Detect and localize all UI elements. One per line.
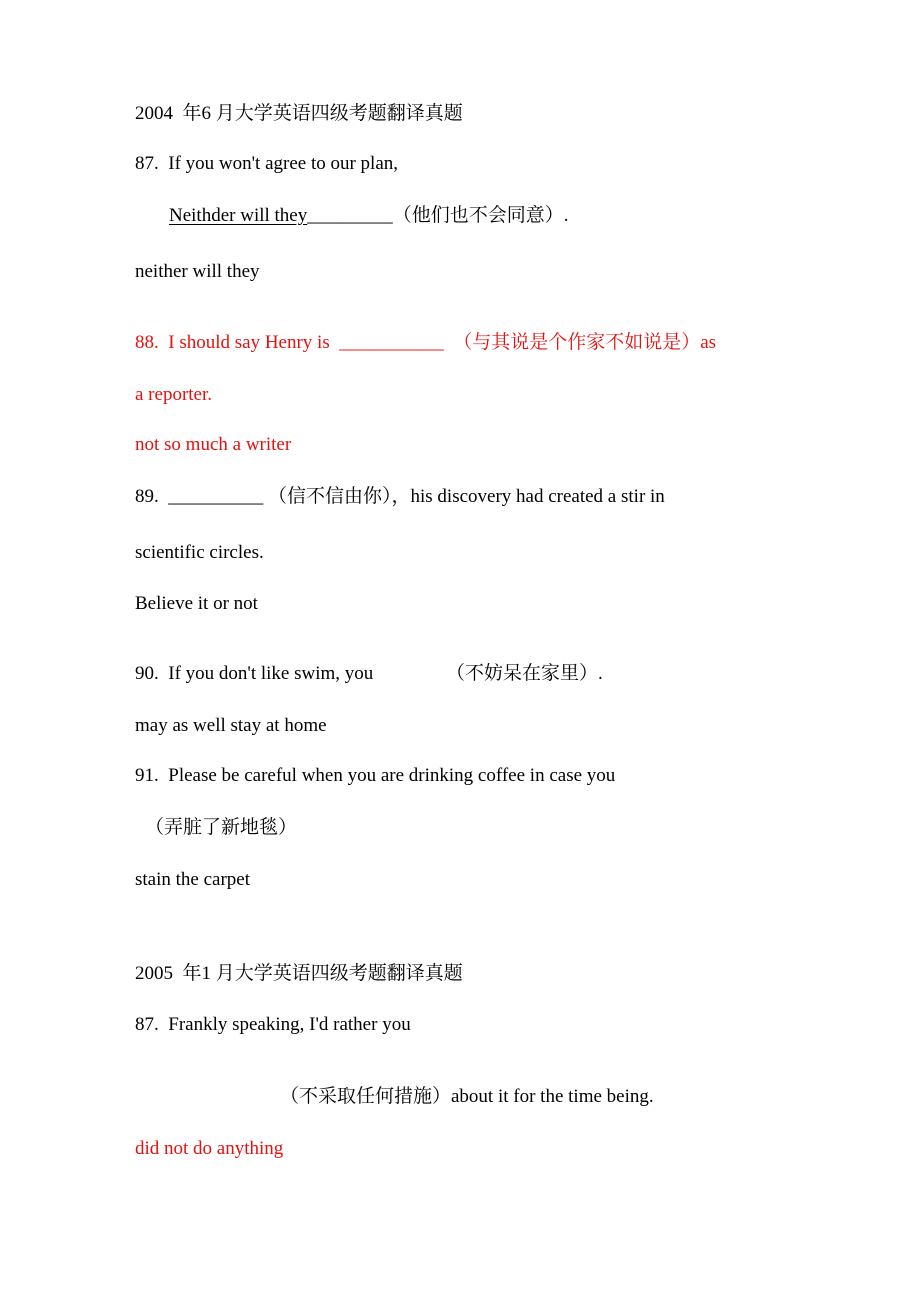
q88-prompt: 88. I should say Henry is ___________ （与其说是个作家不如说是）as xyxy=(135,332,717,353)
section-2004-heading: 2004 年6 月大学英语四级考题翻译真题 xyxy=(135,103,463,124)
q89-continuation: scientific circles. xyxy=(135,542,264,563)
q89-prompt: 89. __________ （信不信由你），his discovery had created a stir in xyxy=(135,486,665,507)
q88-continuation: a reporter. xyxy=(135,384,213,405)
q91-prompt: 91. Please be careful when you are drinking coffee in case you xyxy=(135,765,616,786)
q87-2005-prompt: 87. Frankly speaking, I'd rather you xyxy=(135,1014,411,1035)
q90-answer: may as well stay at home xyxy=(135,715,327,736)
q87-prompt: 87. If you won't agree to our plan, xyxy=(135,153,399,174)
q87-blank: _________ xyxy=(307,205,393,226)
q87-filled-text: Neithder will they xyxy=(169,205,308,226)
q91-hint: （弄脏了新地毯） xyxy=(145,817,298,838)
q88-answer: not so much a writer xyxy=(135,434,292,455)
q87-hint: （他们也不会同意）. xyxy=(392,205,569,226)
q87-answer: neither will they xyxy=(135,261,260,282)
q89-answer: Believe it or not xyxy=(135,593,258,614)
q87-blank-line xyxy=(169,204,569,228)
q91-answer: stain the carpet xyxy=(135,869,251,890)
section-2005-heading: 2005 年1 月大学英语四级考题翻译真题 xyxy=(135,963,463,984)
q87-2005-continuation: （不采取任何措施）about it for the time being. xyxy=(280,1086,654,1107)
q90-prompt: 90. If you don't like swim, you xyxy=(135,663,374,684)
q90-hint: （不妨呆在家里）. xyxy=(446,663,603,684)
q87-2005-answer: did not do anything xyxy=(135,1138,284,1159)
